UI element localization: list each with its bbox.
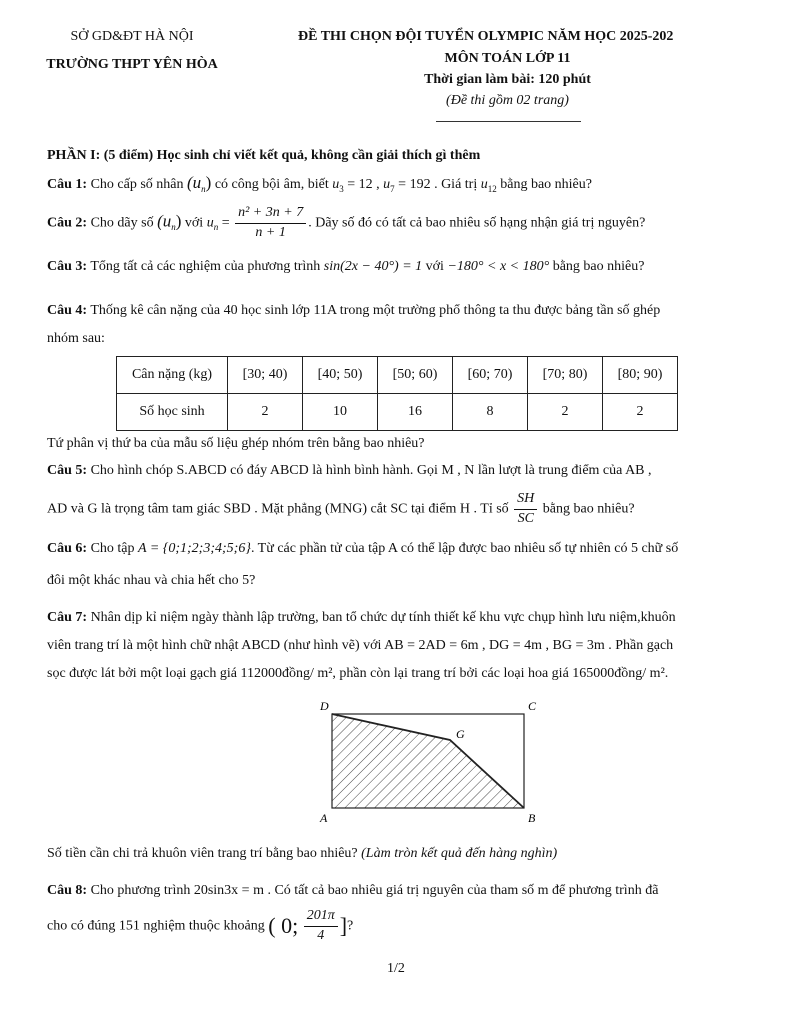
q1-cond2: u	[383, 177, 391, 192]
q1-cond1-sub: 3	[339, 183, 344, 194]
q2-text-a: Cho dãy số	[90, 215, 154, 231]
q1-text-b: có công bội âm, biết	[214, 177, 329, 192]
table-cell: [50; 60)	[378, 357, 453, 394]
table-cell: [70; 80)	[528, 357, 603, 394]
q1-text-a: Cho cấp số nhân	[90, 177, 184, 192]
header-divider	[436, 121, 581, 122]
question-8	[47, 883, 658, 899]
q5-ratio-num: SH	[514, 492, 537, 510]
q1-seq-close: )	[205, 173, 212, 192]
q7-question	[47, 846, 557, 862]
q1-target: u	[480, 177, 488, 192]
q6-line1-a: Cho tập	[90, 541, 135, 556]
exam-time: Thời gian làm bài: 120 phút	[424, 72, 591, 87]
table-header-weight: Cân nặng (kg)	[117, 357, 228, 394]
table-header-count: Số học sinh	[117, 394, 228, 431]
q2-eq: =	[221, 215, 230, 231]
q5-label: Câu 5:	[47, 463, 88, 478]
q2-frac-den: n + 1	[255, 224, 286, 240]
table-cell: 10	[303, 394, 378, 431]
q2-lhs: u	[206, 215, 214, 231]
table-row	[117, 357, 678, 394]
q8-line2-b: ?	[347, 918, 354, 934]
exam-subject: MÔN TOÁN LỚP 11	[444, 51, 571, 66]
q2-text-b: với	[184, 215, 204, 231]
q1-cond2-val: = 192 . Giá trị	[398, 177, 478, 192]
q7-question-b: (Làm tròn kết quả đến hàng nghìn)	[361, 846, 558, 861]
q7-line2: viên trang trí là một hình chữ nhật ABCD (như hình vẽ) với AB = 2AD = 6m , DG = 4m , BG = 3m . Phần gạch	[47, 638, 674, 653]
q4-text-line2: nhóm sau:	[47, 331, 105, 346]
q1-cond1: u	[332, 177, 340, 192]
q4-question: Tứ phân vị thứ ba của mẫu số liệu ghép nhóm trên bằng bao nhiêu?	[47, 436, 425, 451]
q8-interval-close: ]	[339, 913, 348, 939]
q7-line3: sọc được lát bởi một loại gạch giá 112000đồng/ m², phần còn lại trang trí bởi các loại hoa giá 165000đồng/ m².	[47, 666, 669, 681]
q2-seq-sub: n	[171, 222, 176, 233]
question-4	[47, 303, 660, 319]
q3-text-c: bằng bao nhiêu?	[552, 259, 645, 274]
q2-seq-close: )	[175, 211, 182, 231]
q2-fraction	[235, 206, 306, 240]
question-1	[47, 173, 592, 194]
label-d: D	[320, 699, 329, 713]
section-heading: PHẦN I: (5 điểm) Học sinh chỉ viết kết quả, không cần giải thích gì thêm	[47, 148, 481, 163]
q3-text-b: với	[425, 259, 444, 274]
q6-line1-b: . Từ các phần tử của tập A có thể lập được bao nhiêu số tự nhiên có 5 chữ số	[250, 541, 679, 556]
label-a: A	[320, 811, 328, 825]
q6-line2: đôi một khác nhau và chia hết cho 5?	[47, 573, 256, 588]
table-cell: [80; 90)	[603, 357, 678, 394]
q8-line2	[47, 909, 353, 943]
q7-label: Câu 7:	[47, 610, 88, 625]
q5-line2-b: bằng bao nhiêu?	[542, 501, 635, 517]
question-3	[47, 259, 644, 275]
q2-label: Câu 2:	[47, 215, 88, 231]
q4-text-line1: Thống kê cân nặng của 40 học sinh lớp 11A trong một trường phổ thông ta thu được bảng tần số ghép	[90, 303, 661, 318]
table-row	[117, 394, 678, 431]
q5-line2	[47, 492, 635, 526]
label-g: G	[456, 727, 465, 741]
q8-interval-num: 201π	[304, 909, 338, 927]
frequency-table	[116, 356, 678, 431]
q3-range: −180° < x < 180°	[447, 259, 550, 274]
school-name: TRƯỜNG THPT YÊN HÒA	[46, 57, 218, 72]
department-name: SỞ GD&ĐT HÀ NỘI	[70, 29, 194, 44]
q8-label: Câu 8:	[47, 883, 88, 898]
question-2	[47, 206, 645, 240]
table-cell: 2	[528, 394, 603, 431]
table-cell: [40; 50)	[303, 357, 378, 394]
q7-line1: Nhân dịp kỉ niệm ngày thành lập trường, ban tổ chức dự tính thiết kế khu vực chụp hình lưu niệm,khuôn	[90, 610, 676, 625]
q6-set: A = {0;1;2;3;4;5;6}	[138, 541, 251, 556]
q3-equation: sin(2x − 40°) = 1	[323, 259, 423, 274]
label-c: C	[528, 699, 537, 713]
q3-label: Câu 3:	[47, 259, 88, 274]
table-cell: [30; 40)	[228, 357, 303, 394]
q6-label: Câu 6:	[47, 541, 88, 556]
label-b: B	[528, 811, 536, 825]
q5-ratio-den: SC	[517, 510, 534, 526]
hatched-region	[332, 714, 524, 808]
q1-seq: (u	[187, 173, 202, 192]
q2-frac-num: n² + 3n + 7	[235, 206, 306, 224]
q8-interval-fraction	[304, 909, 338, 943]
pages-note: (Đề thi gồm 02 trang)	[446, 93, 569, 108]
q8-interval-open: ( 0;	[268, 913, 299, 939]
question-7	[47, 610, 676, 626]
table-cell: 8	[453, 394, 528, 431]
q2-lhs-sub: n	[213, 222, 219, 233]
q1-label: Câu 1:	[47, 177, 88, 192]
table-cell: [60; 70)	[453, 357, 528, 394]
q2-text-c: . Dãy số đó có tất cả bao nhiêu số hạng nhận giá trị nguyên?	[308, 215, 646, 231]
q8-interval-den: 4	[317, 927, 325, 943]
exam-title: ĐỀ THI CHỌN ĐỘI TUYỂN OLYMPIC NĂM HỌC 2025-202	[298, 29, 674, 44]
table-cell: 2	[603, 394, 678, 431]
q1-seq-sub: n	[201, 183, 206, 194]
table-cell: 16	[378, 394, 453, 431]
page-number: 1/2	[387, 961, 405, 976]
question-6	[47, 541, 678, 557]
q1-cond1-val: = 12 ,	[347, 177, 380, 192]
q5-line2-a: AD và G là trọng tâm tam giác SBD . Mặt phẳng (MNG) cắt SC tại điểm H . Tỉ số	[47, 501, 509, 517]
q2-seq: (u	[157, 211, 172, 231]
question-5	[47, 463, 652, 479]
q5-line1: Cho hình chóp S.ABCD có đáy ABCD là hình bình hành. Gọi M , N lần lượt là trung điểm của AB ,	[90, 463, 652, 478]
q1-target-sub: 12	[487, 183, 497, 194]
q5-ratio	[514, 492, 537, 526]
q1-cond2-sub: 7	[390, 183, 395, 194]
q8-line1: Cho phương trình 20sin3x = m . Có tất cả bao nhiêu giá trị nguyên của tham số m để phương trình đã	[90, 883, 659, 898]
q1-text-c: bằng bao nhiêu?	[500, 177, 592, 192]
q8-line2-a: cho có đúng 151 nghiệm thuộc khoảng	[47, 918, 265, 934]
q7-question-a: Số tiền cần chi trả khuôn viên trang trí bằng bao nhiêu?	[47, 846, 358, 861]
q3-text: Tổng tất cả các nghiệm của phương trình	[90, 259, 321, 274]
table-cell: 2	[228, 394, 303, 431]
q4-label: Câu 4:	[47, 303, 88, 318]
rectangle-figure	[300, 694, 560, 830]
